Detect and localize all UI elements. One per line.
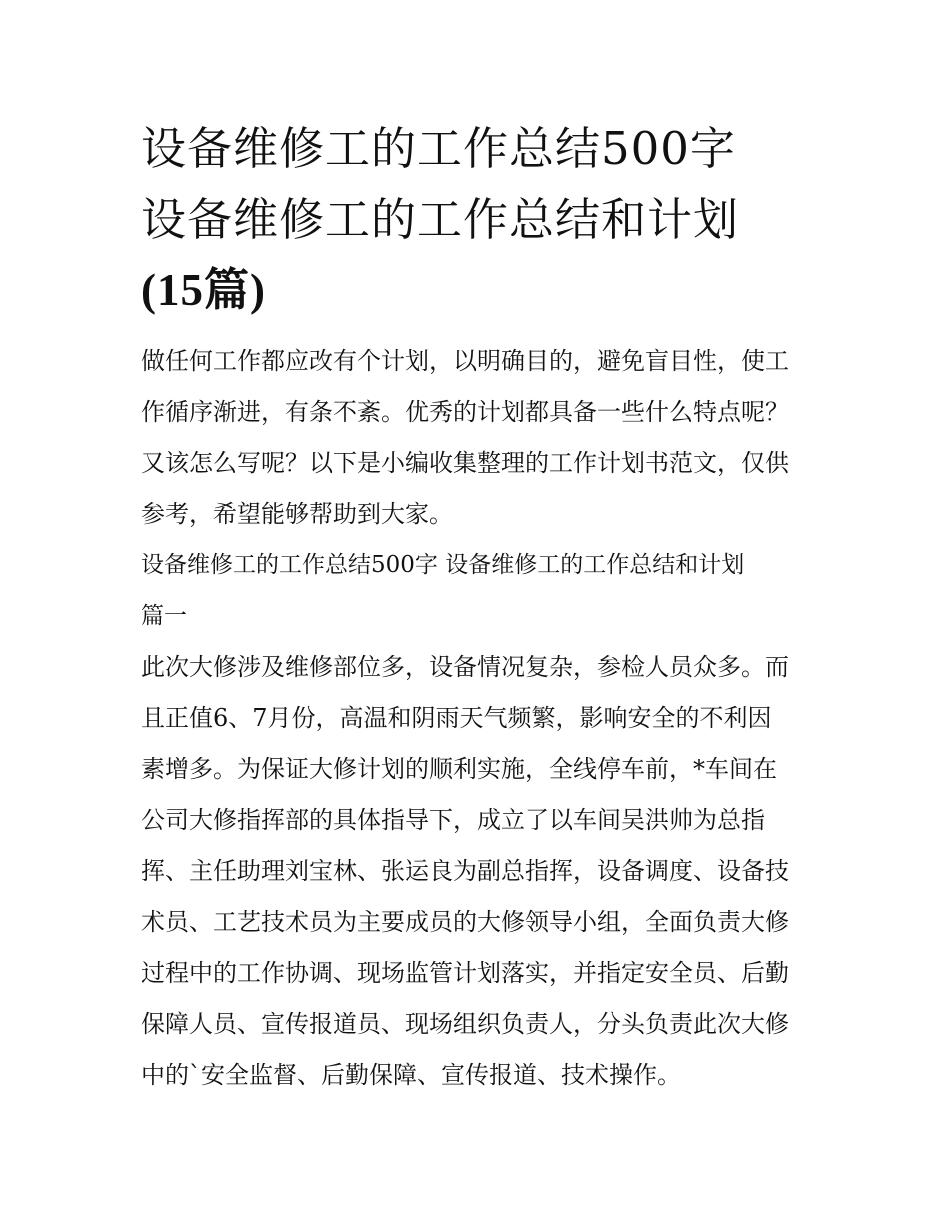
intro-paragraph [141, 336, 813, 540]
title-line-2: 设备维修工的工作总结和计划 [141, 193, 740, 246]
section-heading [141, 540, 813, 642]
section-heading-line-1: 设备维修工的工作总结500字 设备维修工的工作总结和计划 [141, 552, 745, 578]
body-line: 挥、主任助理刘宝林、张运良为副总指挥，设备调度、设备技 [141, 857, 789, 885]
document-title [141, 113, 813, 326]
intro-line: 参考，希望能够帮助到大家。 [141, 500, 453, 528]
body-line: 中的`安全监督、后勤保障、宣传报道、技术操作。 [141, 1061, 681, 1089]
intro-line: 做任何工作都应改有个计划，以明确目的，避免盲目性，使工 [141, 347, 789, 375]
section-heading-line-2: 篇一 [141, 603, 187, 629]
body-line: 公司大修指挥部的具体指导下，成立了以车间吴洪帅为总指 [141, 806, 765, 834]
body-line: 此次大修涉及维修部位多，设备情况复杂，参检人员众多。而 [141, 653, 789, 681]
title-line-3: (15篇) [141, 265, 266, 315]
title-line-1: 设备维修工的工作总结500字 [141, 122, 736, 175]
document-content [141, 113, 813, 1101]
body-line: 过程中的工作协调、现场监管计划落实，并指定安全员、后勤 [141, 959, 789, 987]
body-line: 素增多。为保证大修计划的顺利实施，全线停车前，*车间在 [141, 755, 777, 783]
body-line: 术员、工艺技术员为主要成员的大修领导小组，全面负责大修 [141, 908, 789, 936]
intro-line: 作循序渐进，有条不紊。优秀的计划都具备一些什么特点呢？ [141, 398, 789, 426]
body-paragraph [141, 642, 813, 1101]
intro-line: 又该怎么写呢？以下是小编收集整理的工作计划书范文，仅供 [141, 449, 789, 477]
body-line: 保障人员、宣传报道员、现场组织负责人，分头负责此次大修 [141, 1010, 789, 1038]
body-line: 且正值6、7月份，高温和阴雨天气频繁，影响安全的不利因 [141, 704, 772, 732]
